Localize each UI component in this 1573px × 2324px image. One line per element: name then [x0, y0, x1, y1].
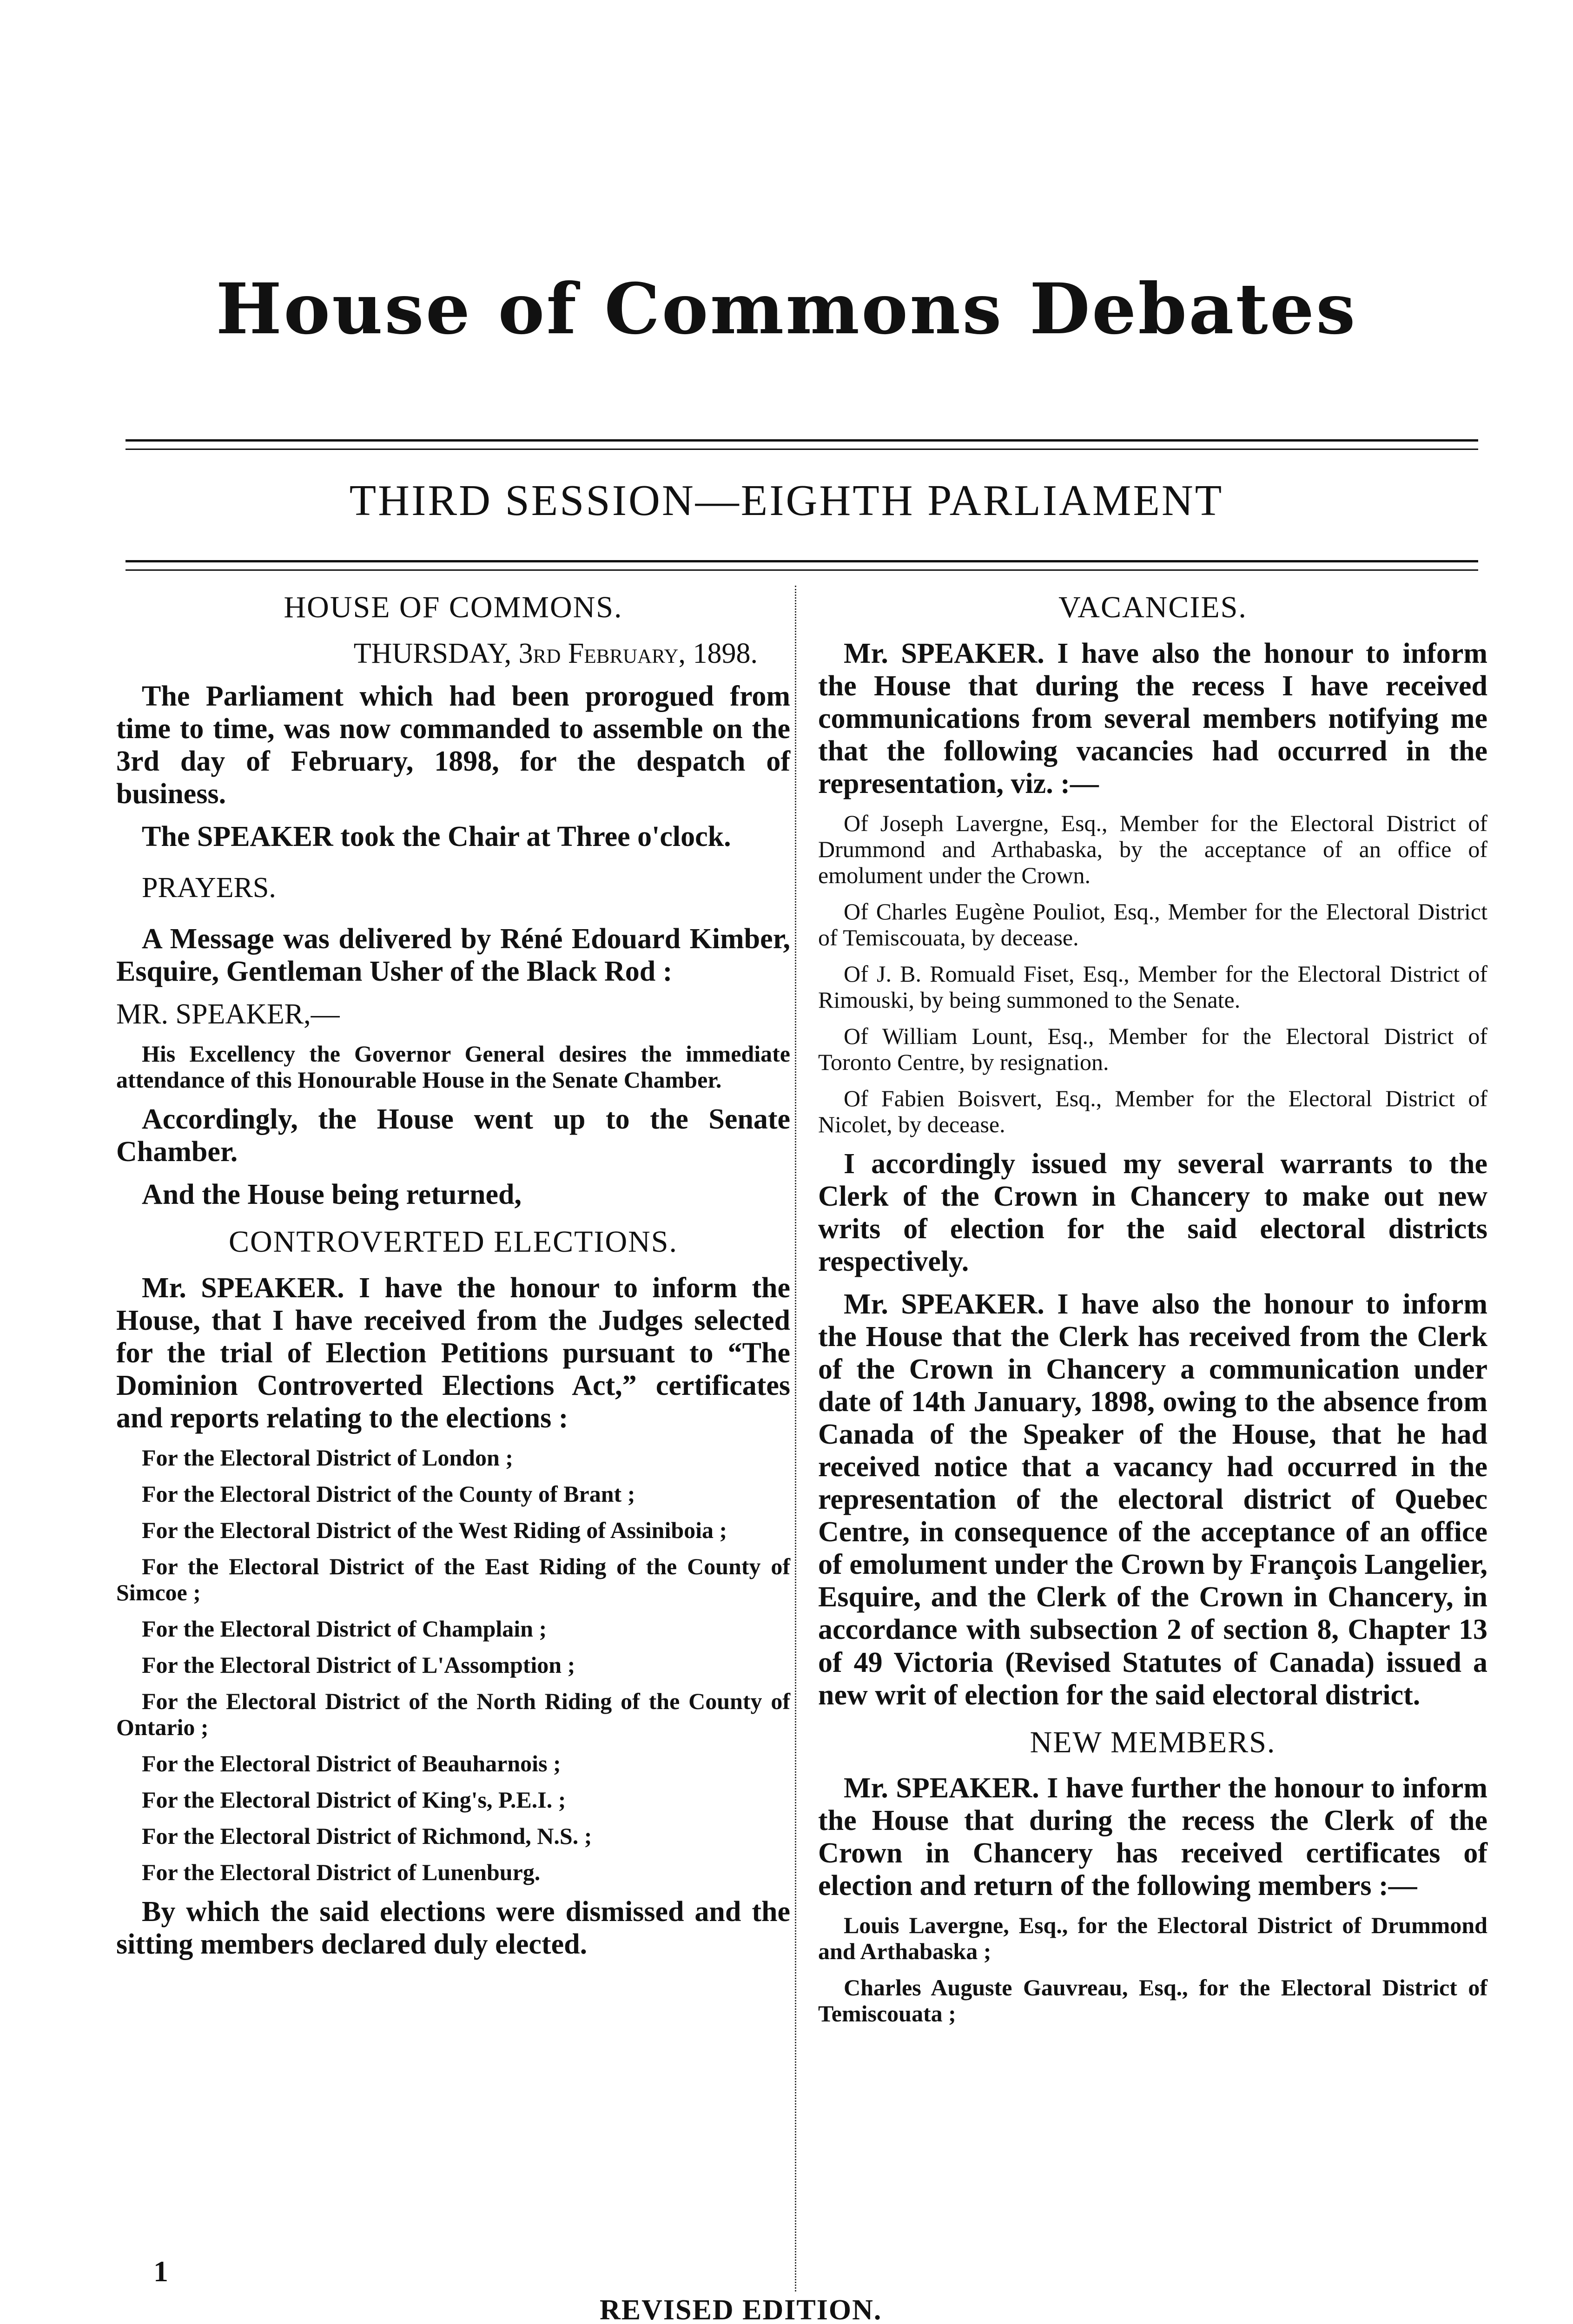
right-column [818, 590, 1487, 2037]
paragraph-house-returned: And the House being returned, [142, 1179, 522, 1211]
page-number: 1 [153, 2255, 168, 2288]
session-rule-bottom [126, 569, 1478, 571]
vacancy-entry: Of J. B. Romuald Fiset, Esq., Member for the Electoral District of Rimouski, by being summoned to the Senate. [818, 960, 1487, 1013]
paragraph-quebec-centre [818, 1288, 1487, 1711]
speaker-name: Mr. SPEAKER. [844, 1772, 1039, 1804]
left-column [116, 590, 790, 1971]
vacancy-entry: Of Joseph Lavergne, Esq., Member for the Electoral District of Drummond and Arthabaska, by the acceptance of an office of emolument under the Crown. [818, 810, 1487, 888]
district-entry: For the Electoral District of Beauharnois ; [142, 1750, 561, 1776]
masthead-rule-top [126, 439, 1478, 442]
member-entry: Louis Lavergne, Esq., for the Electoral District of Drummond and Arthabaska ; [818, 1912, 1487, 1965]
paragraph-quebec-centre-text: I have also the honour to inform the House that the Clerk has received from the Clerk of the Crown in Chancery a communication under date of 14th January, 1898, owing to the absence from Canada of the Speaker of the House, that he had received notice that a vacancy had occurred in the representation of the electoral district of Quebec Centre, in consequence of the acceptance of an office of emolument under the Crown by François Langelier, Esquire, and the Clerk of the Crown in Chancery, in accordance with subsection 2 of section 8, Chapter 13 of 49 Victoria (Revised Statutes of Canada) issued a new writ of election for the said electoral district. [818, 1288, 1487, 1711]
paragraph-vacancies-text: I have also the honour to inform the House that during the recess I have received communications from several members notifying me that the following vacancies had occurred in the representation, viz. :— [818, 637, 1487, 799]
mr-speaker-address: MR. SPEAKER,— [116, 998, 340, 1030]
section-heading-new-members: NEW MEMBERS. [1030, 1725, 1276, 1759]
district-entry: For the Electoral District of the North Riding of the County of Ontario ; [116, 1688, 790, 1740]
paragraph-controverted-text: I have the honour to inform the House, that I have received from the Judges selected for the trial of Election Petitions pursuant to “The Dominion Controverted Elections Act,” certificates and reports relating to the elections : [116, 1272, 790, 1434]
paragraph-speaker-chair: The SPEAKER took the Chair at Three o'clock. [142, 820, 731, 852]
column-divider [795, 586, 796, 2291]
section-heading-house-of-commons: HOUSE OF COMMONS. [284, 590, 623, 624]
paragraph-senate-chamber: Accordingly, the House went up to the Senate Chamber. [116, 1103, 790, 1168]
paragraph-vacancies [818, 637, 1487, 800]
section-heading-vacancies: VACANCIES. [1058, 590, 1247, 624]
district-entry: For the Electoral District of the County of Brant ; [142, 1481, 635, 1507]
district-entry: For the Electoral District of London ; [142, 1445, 513, 1471]
vacancy-entry: Of William Lount, Esq., Member for the Electoral District of Toronto Centre, by resignation. [818, 1023, 1487, 1075]
paragraph-elections-dismissed: By which the said elections were dismissed and the sitting members declared duly elected. [116, 1896, 790, 1961]
district-entry: For the Electoral District of King's, P.E.I. ; [142, 1787, 566, 1813]
prayers-label: PRAYERS. [142, 872, 276, 904]
paragraph-prorogued: The Parliament which had been prorogued from time to time, was now commanded to assemble on the 3rd day of February, 1898, for the despatch of business. [116, 680, 790, 810]
session-rule-top [126, 560, 1478, 562]
masthead-rule-bottom [126, 449, 1478, 450]
speaker-name: Mr. SPEAKER. [142, 1272, 344, 1304]
masthead-title: House of Commons Debates [216, 268, 1357, 350]
district-entry: For the Electoral District of Lunenburg. [142, 1859, 541, 1885]
speaker-name: Mr. SPEAKER. [844, 1288, 1044, 1320]
district-entry: For the Electoral District of the West Riding of Assiniboia ; [142, 1517, 727, 1543]
session-title: THIRD SESSION—EIGHTH PARLIAMENT [349, 476, 1224, 525]
district-entry: For the Electoral District of the East Riding of the County of Simcoe ; [116, 1553, 790, 1605]
paragraph-message-black-rod: A Message was delivered by Réné Edouard Kimber, Esquire, Gentleman Usher of the Black Rod : [116, 923, 790, 987]
paragraph-controverted-elections [116, 1272, 790, 1434]
paragraph-new-members-text: I have further the honour to inform the House that during the recess the Clerk of the Crown in Chancery has received certificates of election and return of the following members :— [818, 1772, 1488, 1902]
edition-label: REVISED EDITION. [600, 2294, 882, 2324]
member-entry: Charles Auguste Gauvreau, Esq., for the Electoral District of Temiscouata ; [818, 1974, 1487, 2027]
sitting-date: THURSDAY, 3rd February, 1898. [353, 637, 758, 669]
district-entry: For the Electoral District of Champlain ; [142, 1616, 547, 1642]
paragraph-new-members [818, 1772, 1487, 1902]
paragraph-warrants-issued: I accordingly issued my several warrants to the Clerk of the Crown in Chancery to make out new writs of election for the said electoral districts respectively. [818, 1148, 1487, 1277]
district-entry: For the Electoral District of L'Assomption ; [142, 1652, 575, 1678]
paragraph-governor-general: His Excellency the Governor General desires the immediate attendance of this Honourable House in the Senate Chamber. [116, 1041, 790, 1093]
vacancy-entry: Of Charles Eugène Pouliot, Esq., Member for the Electoral District of Temiscouata, by decease. [818, 898, 1487, 951]
speaker-name: Mr. SPEAKER. [844, 637, 1044, 669]
section-heading-controverted-elections: CONTROVERTED ELECTIONS. [229, 1225, 678, 1259]
vacancy-entry: Of Fabien Boisvert, Esq., Member for the Electoral District of Nicolet, by decease. [818, 1085, 1487, 1137]
district-entry: For the Electoral District of Richmond, N.S. ; [142, 1823, 592, 1849]
